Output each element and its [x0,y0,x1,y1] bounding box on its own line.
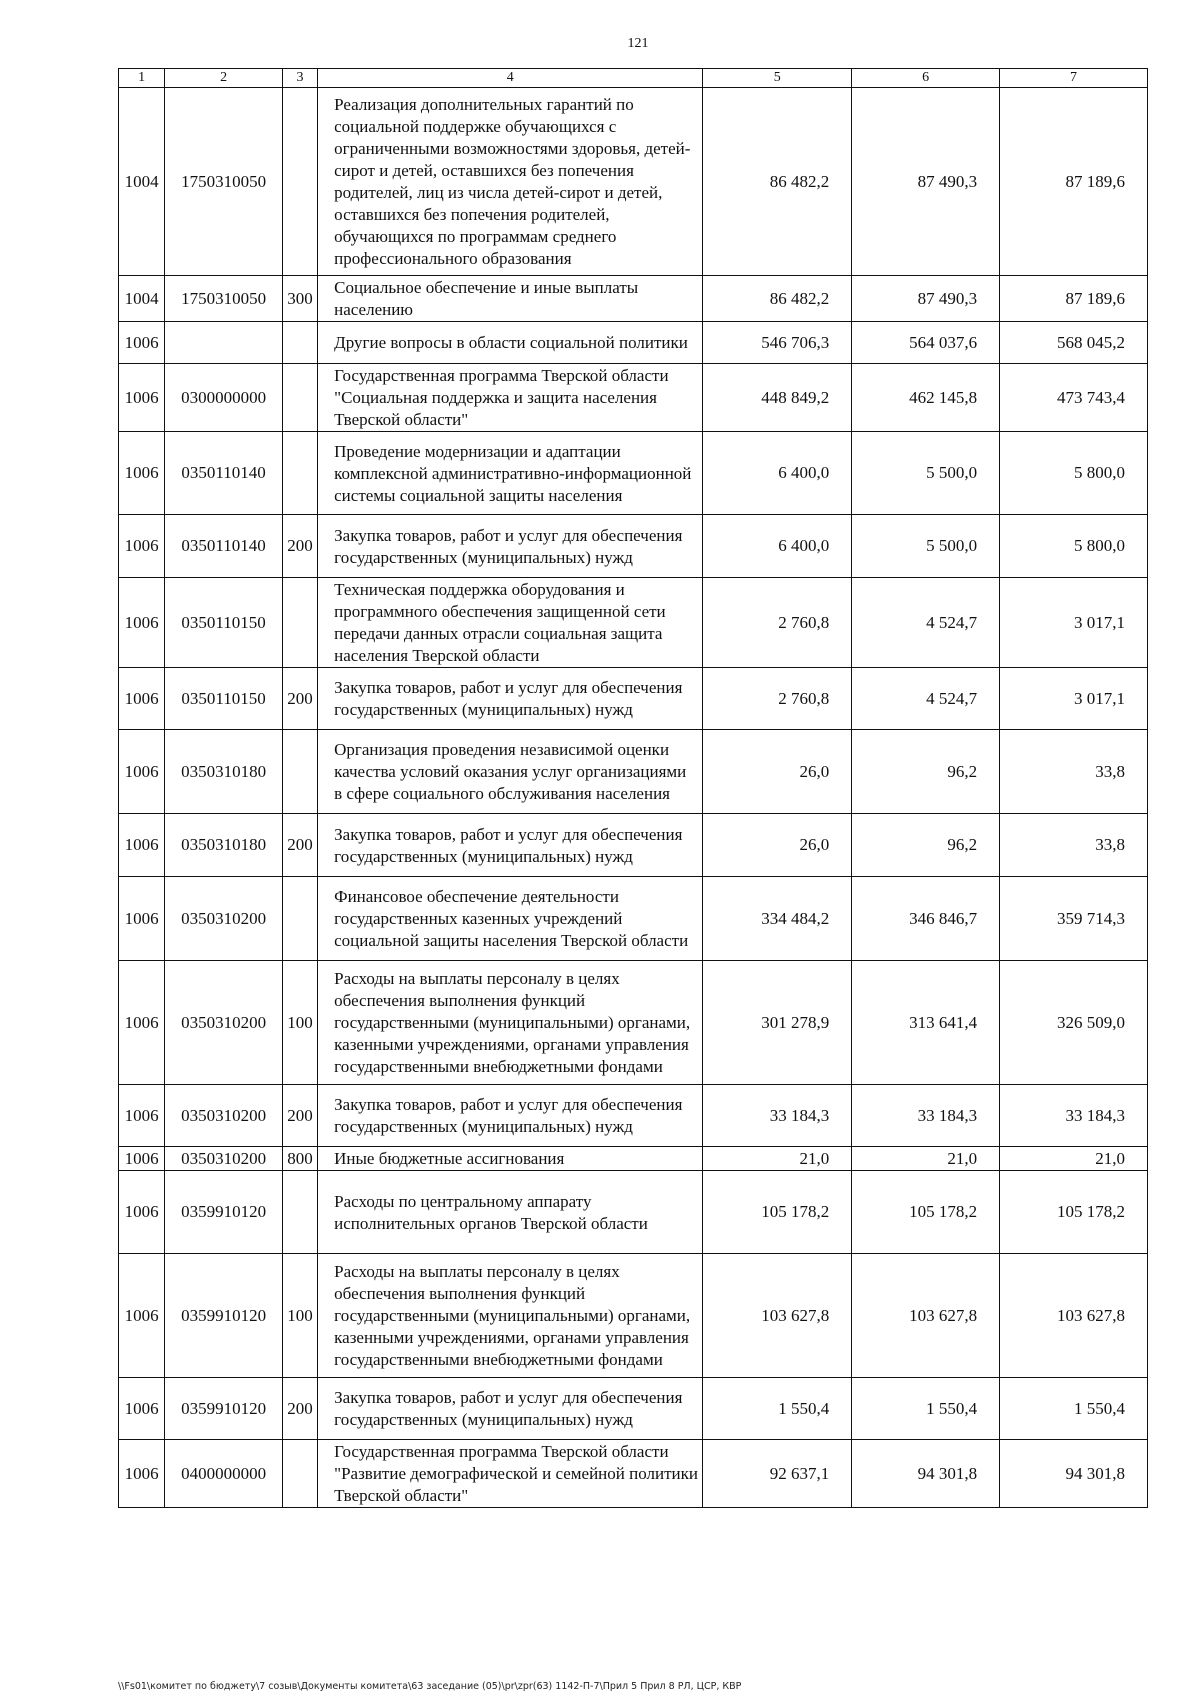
expense-type-cell [282,877,317,961]
table-row [119,515,1148,578]
item-name-cell: Иные бюджетные ассигнования [318,1147,703,1171]
amount-year3-cell: 87 189,6 [1000,276,1148,322]
target-article-cell: 0350310180 [165,730,283,814]
header-col-1: 1 [119,69,165,88]
amount-year2-cell: 5 500,0 [852,515,1000,578]
section-code-cell: 1006 [119,432,165,515]
amount-year3-cell: 359 714,3 [1000,877,1148,961]
target-article-cell: 0350310180 [165,814,283,877]
target-article-cell: 0400000000 [165,1440,283,1508]
expense-type-cell [282,364,317,432]
table-row [119,322,1148,364]
table-row [119,1147,1148,1171]
amount-year2-cell: 5 500,0 [852,432,1000,515]
amount-year1-cell: 21,0 [703,1147,852,1171]
table-row [119,1171,1148,1254]
table-row [119,730,1148,814]
section-code-cell: 1006 [119,668,165,730]
table-row [119,88,1148,276]
amount-year2-cell: 564 037,6 [852,322,1000,364]
amount-year3-cell: 473 743,4 [1000,364,1148,432]
amount-year3-cell: 3 017,1 [1000,578,1148,668]
expense-type-cell: 800 [282,1147,317,1171]
target-article-cell [165,322,283,364]
amount-year1-cell: 301 278,9 [703,961,852,1085]
target-article-cell: 0359910120 [165,1254,283,1378]
expense-type-cell: 100 [282,961,317,1085]
amount-year2-cell: 103 627,8 [852,1254,1000,1378]
section-code-cell: 1006 [119,1085,165,1147]
section-code-cell: 1006 [119,1254,165,1378]
target-article-cell: 0359910120 [165,1171,283,1254]
item-name-cell: Социальное обеспечение и иные выплаты населению [318,276,703,322]
item-name-cell: Расходы на выплаты персоналу в целях обеспечения выполнения функций государственными (муниципальными) органами, казенными учреждениями, органами управления государственными внебюджетными фондами [318,1254,703,1378]
target-article-cell: 1750310050 [165,88,283,276]
target-article-cell: 0300000000 [165,364,283,432]
amount-year3-cell: 21,0 [1000,1147,1148,1171]
section-code-cell: 1006 [119,877,165,961]
section-code-cell: 1006 [119,1378,165,1440]
amount-year3-cell: 3 017,1 [1000,668,1148,730]
header-col-6: 6 [852,69,1000,88]
table-row [119,877,1148,961]
table-row [119,1378,1148,1440]
amount-year1-cell: 105 178,2 [703,1171,852,1254]
expense-type-cell: 100 [282,1254,317,1378]
amount-year1-cell: 6 400,0 [703,432,852,515]
amount-year2-cell: 4 524,7 [852,668,1000,730]
section-code-cell: 1006 [119,515,165,578]
table-row [119,276,1148,322]
item-name-cell: Закупка товаров, работ и услуг для обеспечения государственных (муниципальных) нужд [318,1085,703,1147]
amount-year3-cell: 5 800,0 [1000,515,1148,578]
header-row [119,69,1148,88]
section-code-cell: 1006 [119,730,165,814]
amount-year2-cell: 21,0 [852,1147,1000,1171]
item-name-cell: Государственная программа Тверской области "Развитие демографической и семейной политики Тверской области" [318,1440,703,1508]
item-name-cell: Техническая поддержка оборудования и программного обеспечения защищенной сети передачи данных отрасли социальная защита населения Тверской области [318,578,703,668]
target-article-cell: 0350310200 [165,1085,283,1147]
amount-year2-cell: 96,2 [852,814,1000,877]
table-row [119,364,1148,432]
section-code-cell: 1004 [119,276,165,322]
item-name-cell: Реализация дополнительных гарантий по социальной поддержке обучающихся с ограниченными возможностями здоровья, детей-сирот и детей, оставшихся без попечения родителей, лиц из числа детей-сирот и детей, оставшихся без попечения родителей, обучающихся по программам среднего профессионального образования [318,88,703,276]
amount-year3-cell: 568 045,2 [1000,322,1148,364]
expense-type-cell [282,1171,317,1254]
amount-year3-cell: 103 627,8 [1000,1254,1148,1378]
amount-year2-cell: 105 178,2 [852,1171,1000,1254]
item-name-cell: Расходы по центральному аппарату исполнительных органов Тверской области [318,1171,703,1254]
target-article-cell: 1750310050 [165,276,283,322]
expense-type-cell [282,432,317,515]
amount-year3-cell: 1 550,4 [1000,1378,1148,1440]
section-code-cell: 1006 [119,814,165,877]
header-col-5: 5 [703,69,852,88]
item-name-cell: Закупка товаров, работ и услуг для обеспечения государственных (муниципальных) нужд [318,814,703,877]
table-row [119,432,1148,515]
table-row [119,961,1148,1085]
amount-year3-cell: 5 800,0 [1000,432,1148,515]
table-body [119,88,1148,1508]
amount-year1-cell: 103 627,8 [703,1254,852,1378]
amount-year2-cell: 33 184,3 [852,1085,1000,1147]
amount-year1-cell: 92 637,1 [703,1440,852,1508]
target-article-cell: 0350110150 [165,578,283,668]
header-col-4: 4 [318,69,703,88]
target-article-cell: 0350310200 [165,1147,283,1171]
expense-type-cell: 200 [282,814,317,877]
item-name-cell: Расходы на выплаты персоналу в целях обеспечения выполнения функций государственными (муниципальными) органами, казенными учреждениями, органами управления государственными внебюджетными фондами [318,961,703,1085]
amount-year1-cell: 26,0 [703,730,852,814]
section-code-cell: 1006 [119,578,165,668]
item-name-cell: Закупка товаров, работ и услуг для обеспечения государственных (муниципальных) нужд [318,668,703,730]
amount-year1-cell: 86 482,2 [703,88,852,276]
amount-year1-cell: 33 184,3 [703,1085,852,1147]
amount-year3-cell: 105 178,2 [1000,1171,1148,1254]
target-article-cell: 0350110150 [165,668,283,730]
expense-type-cell: 200 [282,1085,317,1147]
amount-year2-cell: 94 301,8 [852,1440,1000,1508]
amount-year1-cell: 448 849,2 [703,364,852,432]
amount-year2-cell: 462 145,8 [852,364,1000,432]
expense-type-cell: 300 [282,276,317,322]
table-row [119,1440,1148,1508]
item-name-cell: Государственная программа Тверской области "Социальная поддержка и защита населения Тверской области" [318,364,703,432]
table-row [119,668,1148,730]
amount-year1-cell: 334 484,2 [703,877,852,961]
section-code-cell: 1006 [119,1147,165,1171]
section-code-cell: 1006 [119,1440,165,1508]
header-col-7: 7 [1000,69,1148,88]
amount-year2-cell: 96,2 [852,730,1000,814]
amount-year1-cell: 2 760,8 [703,668,852,730]
expense-type-cell [282,322,317,364]
amount-year2-cell: 1 550,4 [852,1378,1000,1440]
amount-year3-cell: 33,8 [1000,814,1148,877]
amount-year3-cell: 87 189,6 [1000,88,1148,276]
amount-year2-cell: 346 846,7 [852,877,1000,961]
item-name-cell: Закупка товаров, работ и услуг для обеспечения государственных (муниципальных) нужд [318,515,703,578]
header-col-3: 3 [282,69,317,88]
expense-type-cell [282,578,317,668]
amount-year2-cell: 313 641,4 [852,961,1000,1085]
item-name-cell: Проведение модернизации и адаптации комплексной административно-информационной системы социальной защиты населения [318,432,703,515]
amount-year1-cell: 6 400,0 [703,515,852,578]
target-article-cell: 0350310200 [165,877,283,961]
amount-year1-cell: 26,0 [703,814,852,877]
table-row [119,1254,1148,1378]
item-name-cell: Организация проведения независимой оценки качества условий оказания услуг организациями в сфере социального обслуживания населения [318,730,703,814]
file-path-footer: \\Fs01\комитет по бюджету\7 созыв\Документы комитета\63 заседание (05)\pr\zpr(63) 1142-П-7\Прил 5 Прил 8 РЛ, ЦСР, КВР [118,1681,742,1692]
amount-year2-cell: 87 490,3 [852,276,1000,322]
expense-type-cell: 200 [282,515,317,578]
amount-year3-cell: 33 184,3 [1000,1085,1148,1147]
amount-year3-cell: 94 301,8 [1000,1440,1148,1508]
section-code-cell: 1006 [119,364,165,432]
section-code-cell: 1004 [119,88,165,276]
expense-type-cell [282,730,317,814]
expense-type-cell [282,1440,317,1508]
target-article-cell: 0359910120 [165,1378,283,1440]
section-code-cell: 1006 [119,1171,165,1254]
table-row [119,814,1148,877]
target-article-cell: 0350310200 [165,961,283,1085]
expense-type-cell [282,88,317,276]
amount-year1-cell: 546 706,3 [703,322,852,364]
amount-year2-cell: 4 524,7 [852,578,1000,668]
table-row [119,1085,1148,1147]
amount-year2-cell: 87 490,3 [852,88,1000,276]
budget-table [118,68,1148,1508]
section-code-cell: 1006 [119,322,165,364]
target-article-cell: 0350110140 [165,515,283,578]
expense-type-cell: 200 [282,668,317,730]
item-name-cell: Закупка товаров, работ и услуг для обеспечения государственных (муниципальных) нужд [318,1378,703,1440]
amount-year1-cell: 86 482,2 [703,276,852,322]
amount-year1-cell: 1 550,4 [703,1378,852,1440]
table-row [119,578,1148,668]
item-name-cell: Финансовое обеспечение деятельности государственных казенных учреждений социальной защиты населения Тверской области [318,877,703,961]
header-col-2: 2 [165,69,283,88]
target-article-cell: 0350110140 [165,432,283,515]
item-name-cell: Другие вопросы в области социальной политики [318,322,703,364]
amount-year3-cell: 33,8 [1000,730,1148,814]
section-code-cell: 1006 [119,961,165,1085]
amount-year1-cell: 2 760,8 [703,578,852,668]
amount-year3-cell: 326 509,0 [1000,961,1148,1085]
expense-type-cell: 200 [282,1378,317,1440]
page-number: 121 [627,36,649,51]
